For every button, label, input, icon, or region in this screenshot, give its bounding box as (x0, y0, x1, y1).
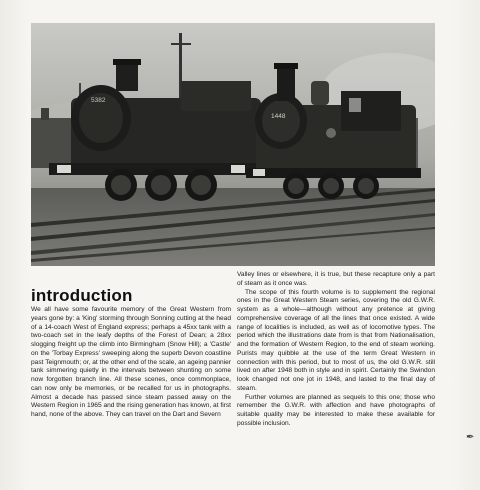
paragraph: Valley lines or elsewhere, it is true, but these recapture only a part of steam as it once was. (237, 271, 435, 287)
paragraph: Further volumes are planned as sequels to this one; those who remember the G.W.R. with affection and have photographs of suitable quality may be interested to make these available for possible inclusion. (237, 393, 435, 427)
telegraph-pole (416, 118, 418, 168)
section-heading: introduction (31, 286, 133, 305)
loco-right-number: 1448 (271, 113, 286, 120)
locomotive-photograph (31, 23, 435, 266)
background-locomotive (31, 118, 71, 168)
loco-left-number: 5382 (91, 97, 106, 104)
page-curl-mark: ✒ (466, 432, 475, 443)
paragraph: The scope of this fourth volume is to supplement the regional ones in the Great Western Steam series, covering the old G.W.R. system as a whole—although without any pretence at giving comprehensive coverage of all the lines that once existed. A wide range of localities is included, as well as of locomotive types. The period which the illustrations date from is that from Nationalisation, and the formation of Western Region, to the end of steam working. Purists may quibble at the use of the term Great Western in connection with this period, but to most of us, the old G.W.R. still lived on after 1948 both in style and in spirit. Certainly the Swindon look changed not one jot in 1948, and lasted to the final day of steam. (237, 288, 435, 392)
telegraph-crossarm (171, 43, 191, 45)
text-column-right (237, 271, 435, 429)
background-chimney (41, 108, 49, 120)
photo-illustration (31, 23, 435, 266)
paragraph: We all have some favourite memory of the Great Western from years gone by: a 'King' storming through Sonning cutting at the head of a 14-coach West of England express; perhaps a 45xx tank with a two-coach set in the leafy depths of the Forest of Dean; a 28xx slogging freight up the climb into Birmingham (Snow Hill); a 'Castle' on the 'Torbay Express' sweeping along the superb Devon coastline past Teignmouth; or, at the other end of the scale, an ageing pannier tank simmering quietly in the intervals between shunting on some now forgotten branch line. All these scenes, once commonplace, can now only be memories, or be recalled for us in photographs. Almost a decade has passed since steam passed away on the Western Region in 1965 and the rising generation has known, at first hand, none of the above. They can travel on the Dart and Severn (31, 306, 232, 418)
text-column-left (31, 306, 231, 420)
